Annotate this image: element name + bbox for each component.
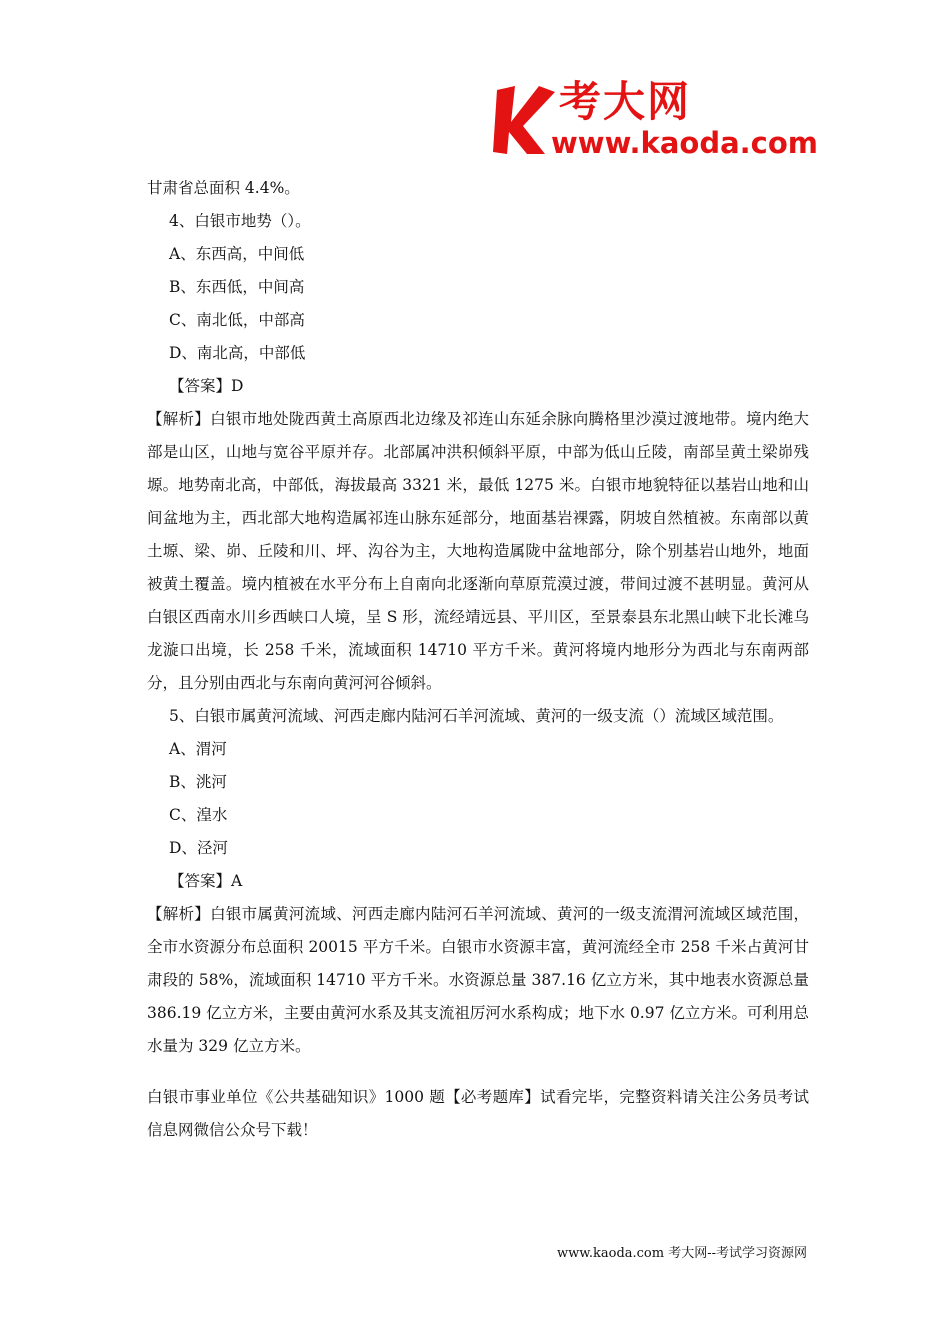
q4-option-c: C、南北低，中部高 — [169, 311, 305, 329]
q5-answer: 【答案】A — [169, 872, 243, 890]
logo-chinese-name: 考大网 — [559, 77, 692, 126]
continued-text: 甘肃省总面积 4.4%。 — [147, 179, 300, 197]
document-body — [147, 172, 809, 1147]
page-footer: www.kaoda.com 考大网--考试学习资源网 — [557, 1246, 807, 1261]
kaoda-logo — [493, 77, 818, 162]
q5-explanation: 【解析】白银市属黄河流域、河西走廊内陆河石羊河流域、黄河的一级支流渭河流域区域范围，全市水资源分布总面积 20015 平方千米。白银市水资源丰富，黄河流经全市 258 千米占黄河甘肃段的 58%，流域面积 14710 平方千米。水资源总量 387.16 亿立方米，其中地表水资源总量 386.19 亿立方米，主要由黄河水系及其支流祖厉河水系构成；地下水 0.97 亿立方米。可利用总水量为 329 亿立方米。 — [147, 905, 809, 1055]
logo-url: www.kaoda.com — [551, 126, 818, 160]
q5-option-d: D、泾河 — [169, 839, 228, 857]
q4-explanation: 【解析】白银市地处陇西黄土高原西北边缘及祁连山东延余脉向腾格里沙漠过渡地带。境内绝大部是山区，山地与宽谷平原并存。北部属冲洪积倾斜平原，中部为低山丘陵，南部呈黄土梁峁残塬。地势南北高，中部低，海拔最高 3321 米，最低 1275 米。白银市地貌特征以基岩山地和山间盆地为主，西北部大地构造属祁连山脉东延部分，地面基岩裸露，阴坡自然植被。东南部以黄土塬、梁、峁、丘陵和川、坪、沟谷为主，大地构造属陇中盆地部分，除个别基岩山地外，地面被黄土覆盖。境内植被在水平分布上自南向北逐渐向草原荒漠过渡，带间过渡不甚明显。黄河从白银区西南水川乡西峡口人境，呈 S 形，流经靖远县、平川区，至景泰县东北黑山峡下北长滩乌龙漩口出境，长 258 千米，流域面积 14710 平方千米。黄河将境内地形分为西北与东南两部分，且分别由西北与东南向黄河河谷倾斜。 — [147, 410, 809, 692]
question-4: 4、白银市地势（）。 — [169, 212, 311, 230]
q5-option-b: B、洮河 — [169, 773, 227, 791]
q4-option-a: A、东西高，中间低 — [169, 245, 305, 263]
q4-option-b: B、东西低，中间高 — [169, 278, 305, 296]
question-5: 5、白银市属黄河流域、河西走廊内陆河石羊河流域、黄河的一级支流（）流域区域范围。 — [169, 707, 784, 725]
q4-option-d: D、南北高，中部低 — [169, 344, 306, 362]
q5-option-c: C、湟水 — [169, 806, 228, 824]
closing-note: 白银市事业单位《公共基础知识》1000 题【必考题库】试看完毕，完整资料请关注公务员考试信息网微信公众号下载！ — [147, 1088, 809, 1139]
k-logo-icon — [493, 82, 557, 156]
q5-option-a: A、渭河 — [169, 740, 227, 758]
q4-answer: 【答案】D — [169, 377, 244, 395]
spacer — [147, 1063, 809, 1081]
